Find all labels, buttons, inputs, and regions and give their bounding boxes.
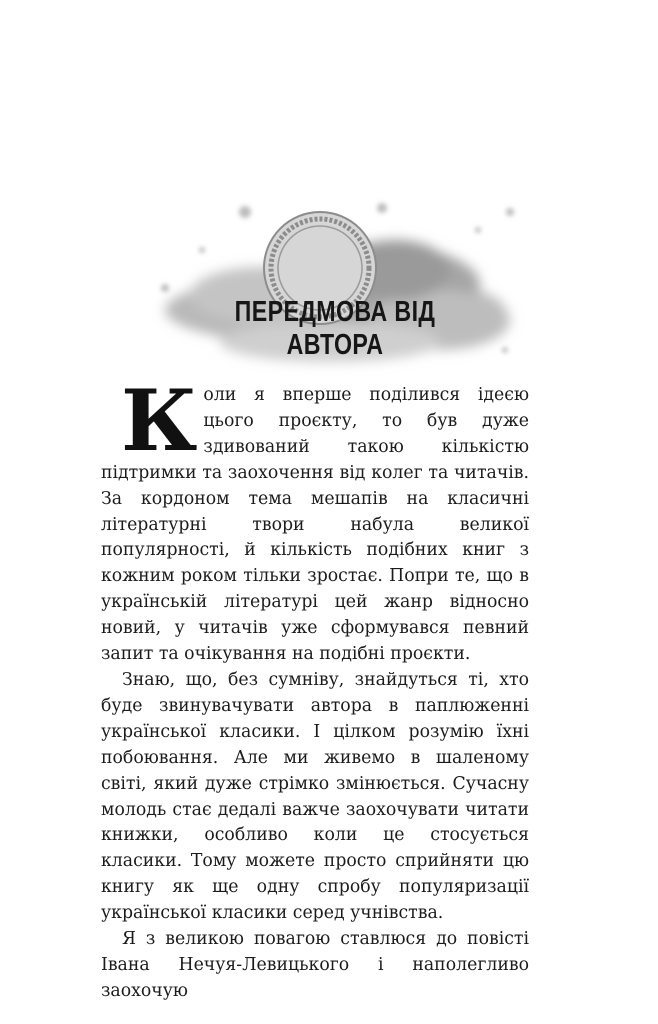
paragraph-text: оли я вперше поділився ідеєю цього проєкту, то був дуже здивований такою кількістю підтримки та заохочення від колег та читачів. За кордоном тема мешапів на класичні літературні твори набула великої популярності, й кількість подібних книг з кожним роком тільки зростає. Попри те, що в українській літературі цей жанр відносно новий, у читачів уже сформувався певний запит та очікування на подібні проєкти. bbox=[101, 385, 529, 665]
body-text bbox=[101, 371, 529, 1005]
drop-cap: К bbox=[121, 371, 198, 470]
paragraph: Знаю, що, без сумніву, знайдуться ті, хто буде звинувачувати автора в паплюженні української класики. І цілком розумію їхні побоювання. Але ми живемо в шаленому світі, який дуже стрімко змінюється. Сучасну молодь стає дедалі важче заохочувати читати книжки, особливо коли це стосується класики. Тому можете просто сприйняти цю книгу як ще одну спробу популяризації української класики серед учнівства. bbox=[101, 669, 529, 924]
paragraph bbox=[101, 371, 529, 668]
chapter-title: ПЕРЕДМОВА ВІД АВТОРА bbox=[234, 296, 436, 361]
paragraph: Я з великою повагою ставлюся до повісті Івана Нечуя-Левицького і наполегливо заохочую bbox=[101, 929, 529, 1001]
